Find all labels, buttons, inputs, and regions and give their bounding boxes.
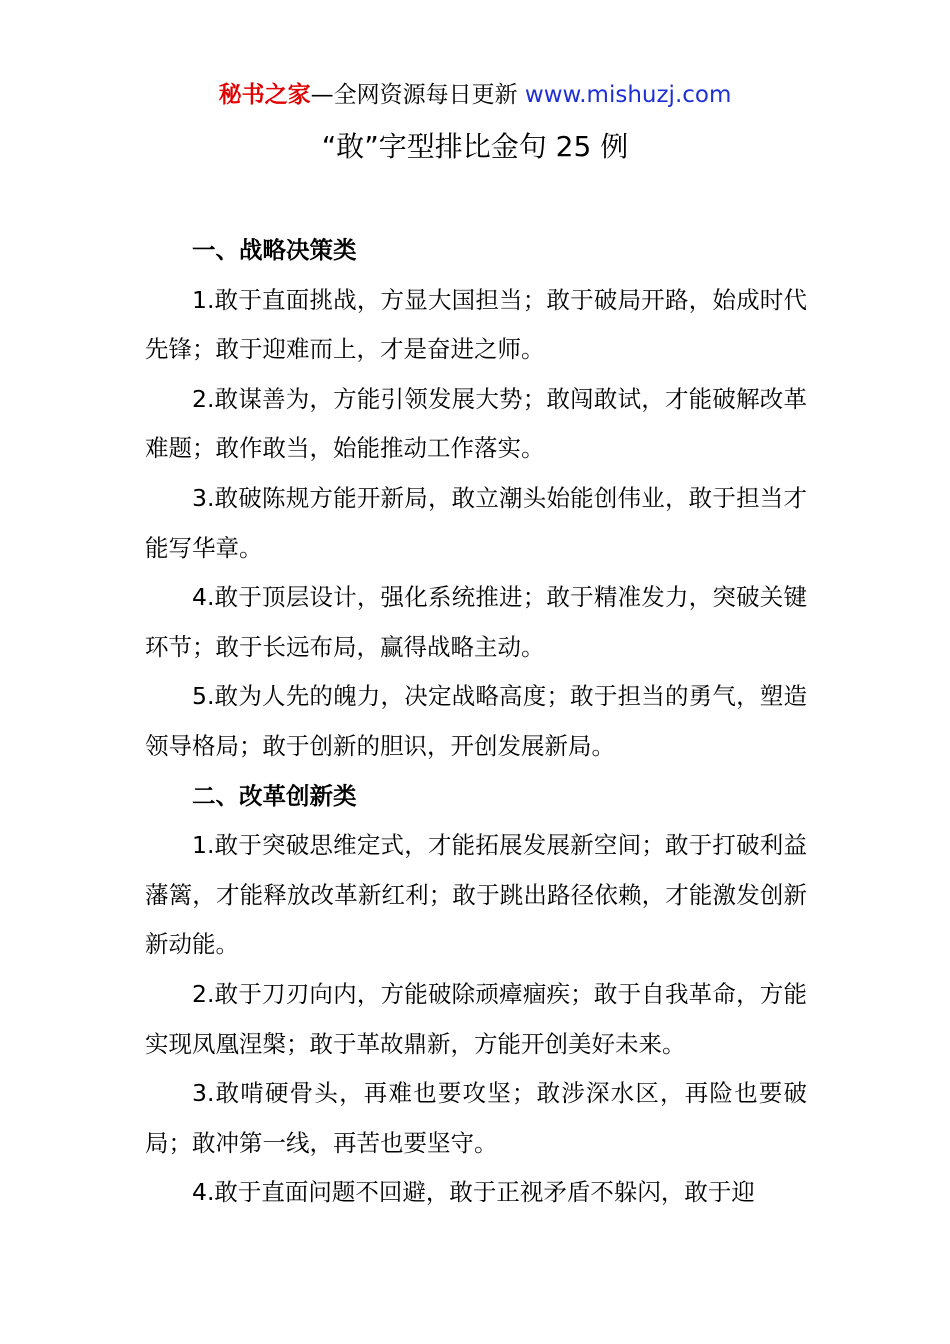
paragraph: 4.敢于顶层设计，强化系统推进；敢于精准发力，突破关键环节；敢于长远布局，赢得战略主动。 xyxy=(145,583,807,661)
paragraph: 5.敢为人先的魄力，决定战略高度；敢于担当的勇气，塑造领导格局；敢于创新的胆识，开创发展新局。 xyxy=(145,682,807,760)
site-tagline: —全网资源每日更新 xyxy=(310,82,525,108)
site-url-link[interactable]: www.mishuzj.com xyxy=(524,82,732,108)
site-header xyxy=(0,78,950,112)
document-title: “敢”字型排比金句 25 例 xyxy=(321,130,629,163)
paragraph: 1.敢于突破思维定式，才能拓展发展新空间；敢于打破利益藩篱，才能释放改革新红利；敢于跳出路径依赖，才能激发创新新动能。 xyxy=(145,831,807,959)
paragraph: 3.敢破陈规方能开新局，敢立潮头始能创伟业，敢于担当才能写华章。 xyxy=(145,483,807,562)
paragraph: 2.敢于刀刃向内，方能破除顽瘴痼疾；敢于自我革命，方能实现凤凰涅槃；敢于革故鼎新，方能开创美好未来。 xyxy=(145,979,807,1058)
site-brand: 秘书之家 xyxy=(218,82,311,108)
document-body xyxy=(145,226,807,1218)
paragraph: 4.敢于直面问题不回避，敢于正视矛盾不躲闪，敢于迎 xyxy=(192,1178,755,1207)
paragraph: 1.敢于直面挑战，方显大国担当；敢于破局开路，始成时代先锋；敢于迎难而上，才是奋进之师。 xyxy=(145,285,807,364)
paragraph: 2.敢谋善为，方能引领发展大势；敢闯敢试，才能破解改革难题；敢作敢当，始能推动工作落实。 xyxy=(145,384,807,463)
section-heading: 二、改革创新类 xyxy=(192,781,357,810)
paragraph: 3.敢啃硬骨头，再难也要攻坚；敢涉深水区，再险也要破局；敢冲第一线，再苦也要坚守。 xyxy=(145,1079,807,1157)
section-heading: 一、战略决策类 xyxy=(192,236,357,264)
